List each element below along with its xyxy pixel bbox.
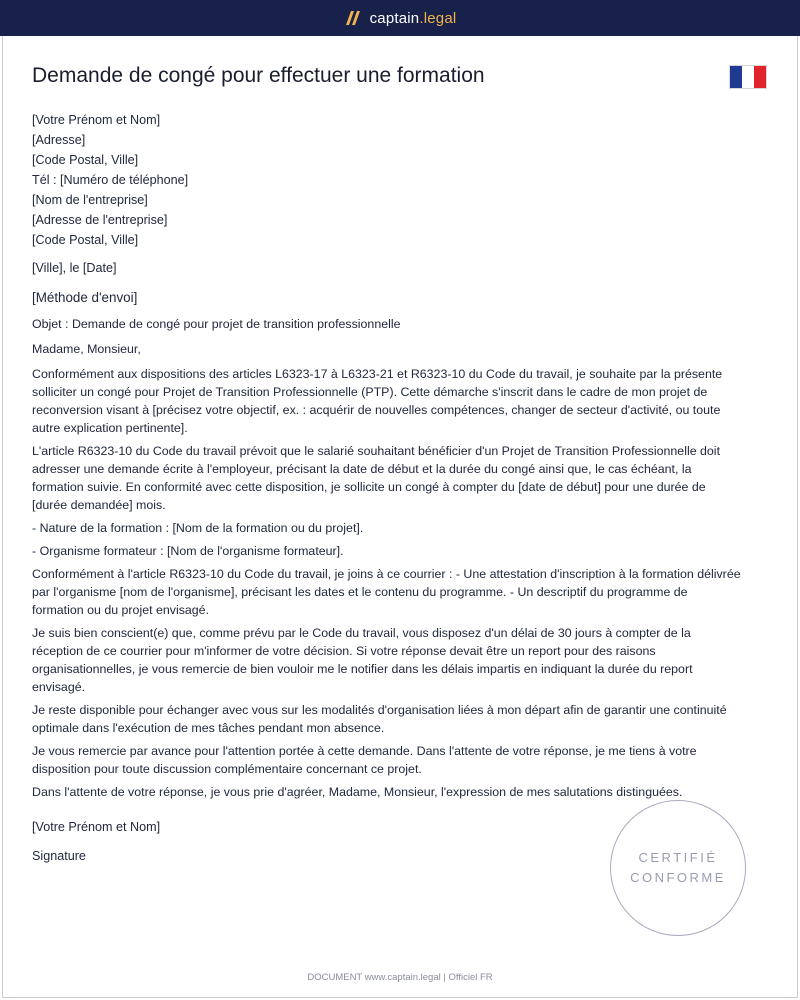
address-line: [Code Postal, Ville] bbox=[32, 153, 139, 167]
paragraph: L'article R6323-10 du Code du travail prévoit que le salarié souhaitant bénéficier d'un Projet de Transition Professionnelle doit adresser une demande écrite à l'employeur, précisant la date de début et la durée du congé ainsi que, le cas échéant, la formation suivie. En conformité avec cette disposition, je sollicite un congé à compter du [date de début] pour une durée de [durée demandée] mois. bbox=[32, 444, 721, 512]
paragraph: Je reste disponible pour échanger avec vous sur les modalités d'organisation liées à mon départ afin de garantir une continuité optimale dans l'exécution de mes tâches pendant mon absence. bbox=[32, 703, 727, 735]
address-line: Tél : [Numéro de téléphone] bbox=[32, 173, 189, 187]
sender-address-block bbox=[32, 110, 742, 250]
page-footer: DOCUMENT www.captain.legal | Officiel FR bbox=[307, 972, 493, 983]
signature-label: Signature bbox=[32, 849, 86, 863]
france-flag-icon bbox=[729, 65, 767, 89]
training-organism-line: - Organisme formateur : [Nom de l'organisme formateur]. bbox=[32, 544, 344, 558]
address-line: [Adresse de l'entreprise] bbox=[32, 213, 168, 227]
paragraph: Conformément aux dispositions des articles L6323-17 à L6323-21 et R6323-10 du Code du travail, je souhaite par la présente solliciter un congé pour Projet de Transition Professionnelle (PTP). Cette démarche s'inscrit dans le cadre de mon projet de reconversion visant à [précisez votre objectif, ex. : acquérir de nouvelles compétences, changer de secteur d'activité, ou toute autre explication pertinente]. bbox=[32, 367, 723, 435]
signature-name: [Votre Prénom et Nom] bbox=[32, 820, 161, 834]
top-brand-bar bbox=[0, 0, 800, 36]
address-line: [Nom de l'entreprise] bbox=[32, 193, 148, 207]
training-nature-line: - Nature de la formation : [Nom de la formation ou du projet]. bbox=[32, 521, 364, 535]
captain-legal-logo[interactable] bbox=[344, 10, 457, 27]
letter-subject: Objet : Demande de congé pour projet de transition professionnelle bbox=[32, 317, 401, 331]
brand-name: captain.legal bbox=[369, 9, 457, 27]
paragraph: Je suis bien conscient(e) que, comme prévu par le Code du travail, vous disposez d'un délai de 30 jours à compter de la réception de ce courrier pour m'informer de votre décision. Si votre réponse devait être un report pour des raisons organisationnelles, je vous remercie de bien vouloir me le notifier dans les délais impartis en indiquant la durée du report envisagé. bbox=[32, 626, 693, 694]
address-line: [Adresse] bbox=[32, 133, 86, 147]
closing-paragraph: Dans l'attente de votre réponse, je vous prie d'agréer, Madame, Monsieur, l'expression de mes salutations distinguées. bbox=[32, 785, 683, 799]
address-line: [Votre Prénom et Nom] bbox=[32, 113, 161, 127]
sending-method: [Méthode d'envoi] bbox=[32, 290, 138, 305]
document-title: Demande de congé pour effectuer une formation bbox=[32, 64, 485, 87]
certified-stamp bbox=[610, 800, 746, 936]
stamp-line: CERTIFIÉ bbox=[638, 850, 718, 865]
logo-mark-icon bbox=[344, 10, 362, 26]
letter-body bbox=[32, 110, 742, 865]
stamp-line: CONFORME bbox=[630, 870, 726, 885]
salutation: Madame, Monsieur, bbox=[32, 342, 141, 356]
paragraph: Conformément à l'article R6323-10 du Code du travail, je joins à ce courrier : - Une attestation d'inscription à la formation délivrée par l'organisme [nom de l'organisme], précisant les dates et le contenu du programme. - Un descriptif du programme de formation ou du projet envisagé. bbox=[32, 567, 741, 617]
paragraph: Je vous remercie par avance pour l'attention portée à cette demande. Dans l'attente de votre réponse, je me tiens à votre disposition pour toute discussion complémentaire concernant ce projet. bbox=[32, 744, 697, 776]
date-line: [Ville], le [Date] bbox=[32, 261, 117, 275]
address-line: [Code Postal, Ville] bbox=[32, 233, 139, 247]
